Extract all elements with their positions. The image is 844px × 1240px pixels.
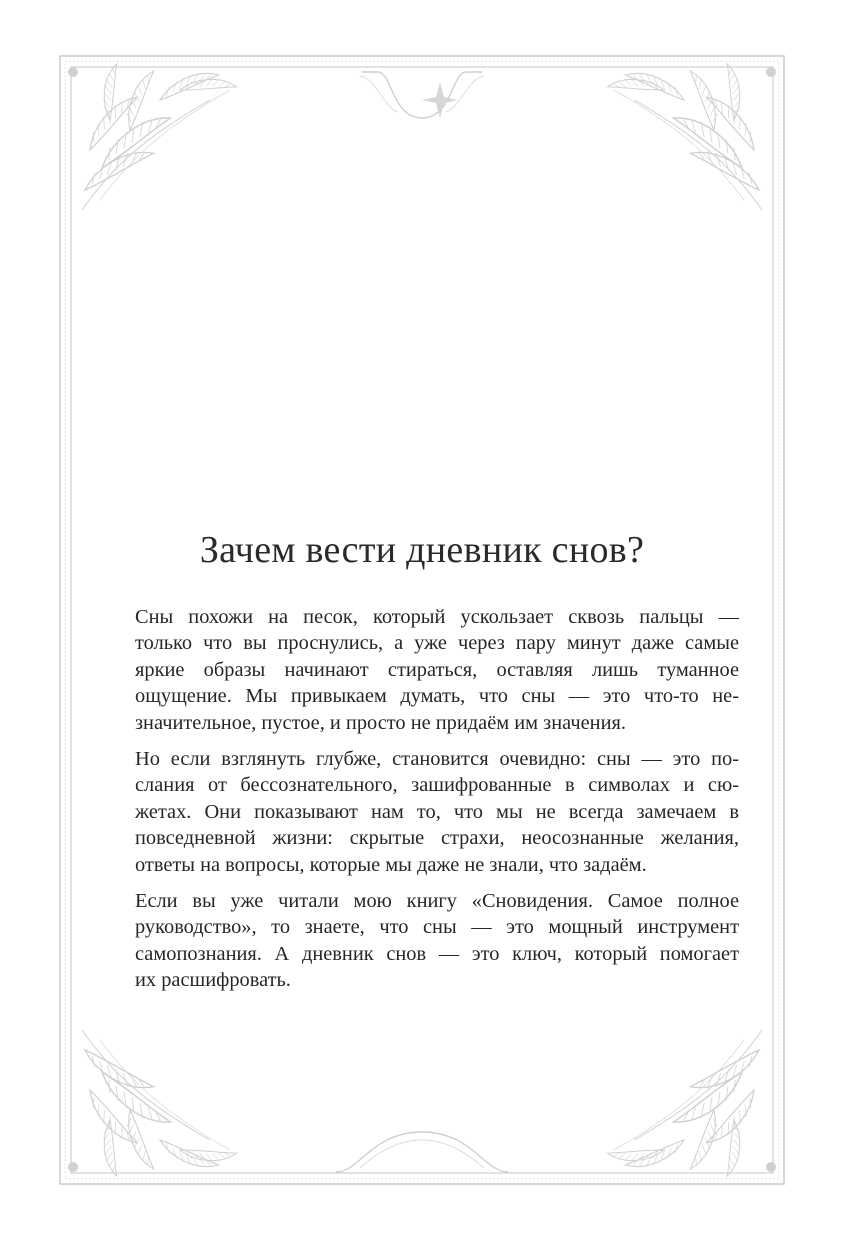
body-text — [135, 604, 739, 1004]
page-title: Зачем вести дневник снов? — [199, 529, 645, 571]
text-line: ответы на вопросы, которые мы даже не знали, что задаём. — [135, 853, 647, 876]
text-line: слания от бессознательного, зашифрованные в символах и сю- — [135, 774, 739, 797]
text-line: только что вы проснулись, а уже через пару минут даже самые — [135, 632, 739, 655]
text-line: ощущение. Мы привыкаем думать, что сны — это что-то не- — [135, 685, 739, 708]
paragraph — [135, 604, 739, 736]
four-point-star-icon — [422, 82, 458, 118]
text-line: повседневной жизни: скрытые страхи, неосознанные желания, — [135, 827, 739, 850]
text-line: руководство», то знаете, что сны — это мощный инструмент — [135, 916, 739, 939]
paragraph — [135, 888, 739, 994]
text-line: жетах. Они показывают нам то, что мы не всегда замечаем в — [135, 800, 739, 823]
feather-leaf-icon — [78, 62, 237, 210]
text-line: Если вы уже читали мою книгу «Сновидения. Самое полное — [135, 890, 739, 913]
text-line: Сны похожи на песок, который ускользает сквозь пальцы — — [135, 606, 739, 628]
text-line: Но если взглянуть глубже, становится очевидно: сны — это по- — [135, 748, 739, 771]
text-line: яркие образы начинают стираться, оставляя лишь туманное — [135, 658, 739, 681]
text-line: значительное, пустое, и просто не придаём им значения. — [135, 711, 626, 734]
text-line: самопознания. А дневник снов — это ключ, который помогает — [135, 942, 739, 965]
paragraph — [135, 746, 739, 878]
text-line: их расшифровать. — [135, 969, 291, 992]
